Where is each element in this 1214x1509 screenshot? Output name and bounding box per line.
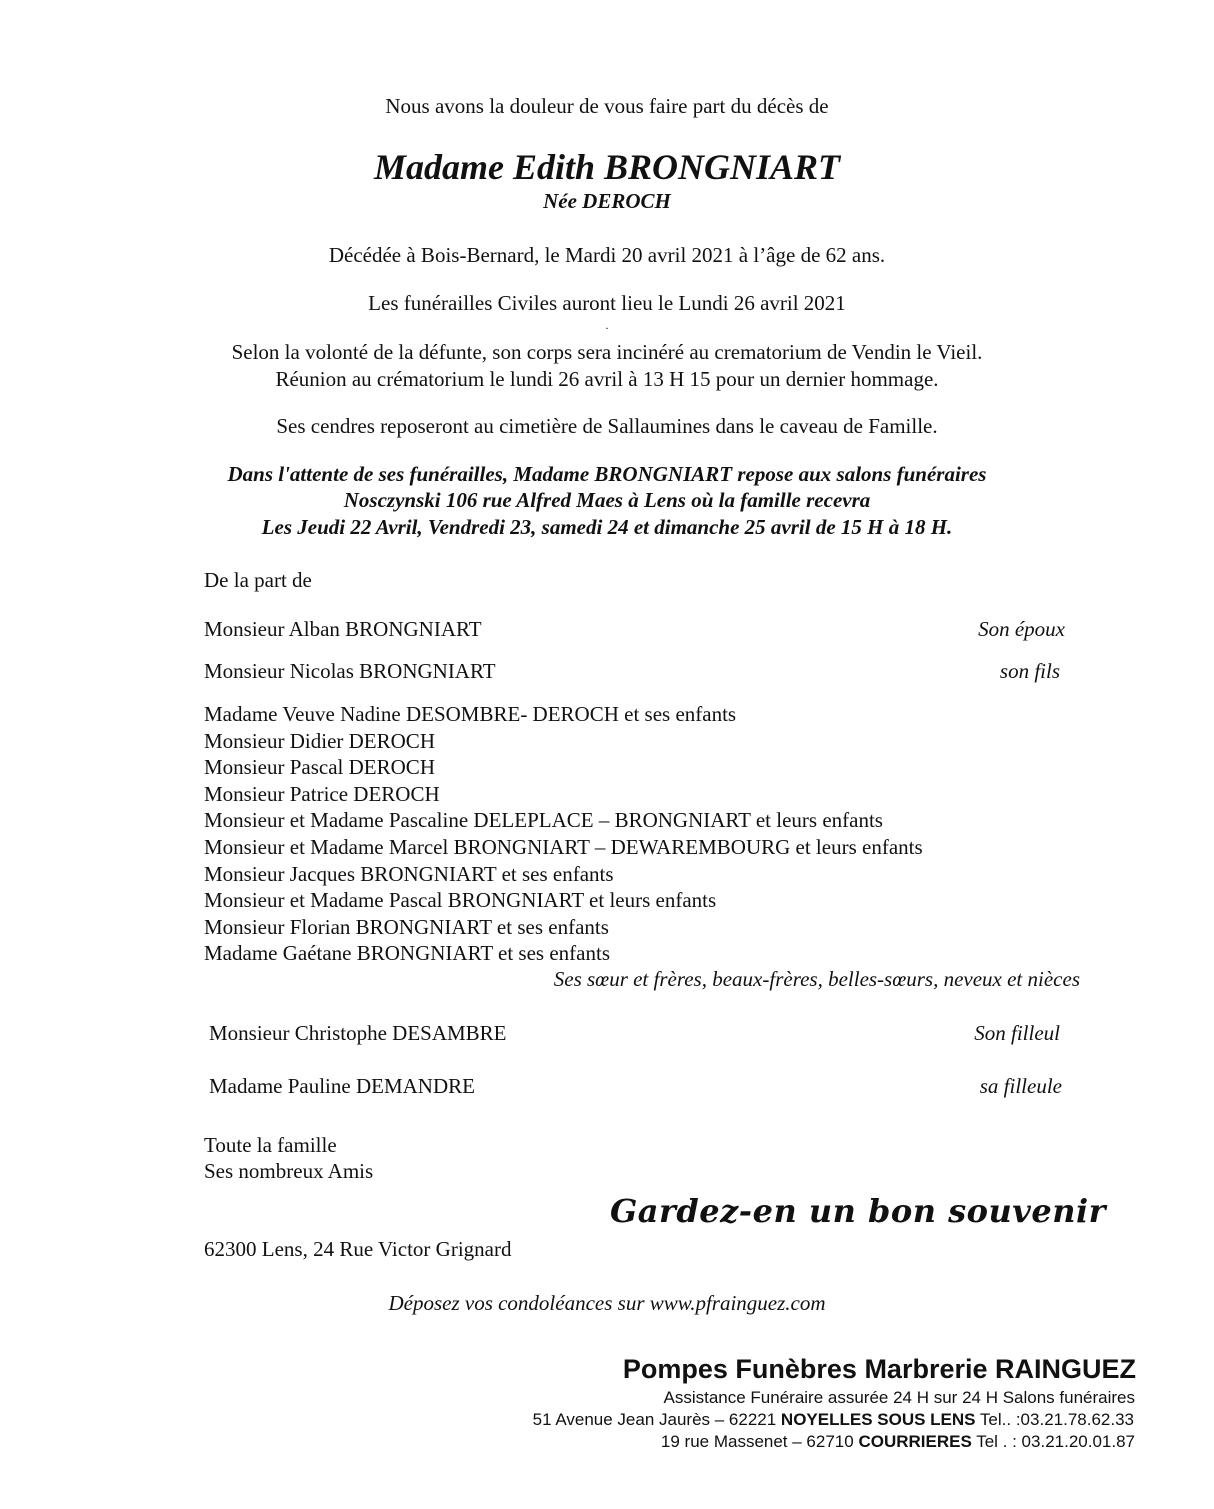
- branch-2-street: 19 rue Massenet – 62710: [660, 1432, 859, 1451]
- branch-2-phone: Tel . : 03.21.20.01.87: [971, 1432, 1135, 1451]
- list-item: Monsieur et Madame Pascaline DELEPLACE – BRONGNIART et leurs enfants: [204, 808, 883, 833]
- visitation-line-3: Les Jeudi 22 Avril, Vendredi 23, samedi 24 et dimanche 25 avril de 15 H à 18 H.: [261, 515, 953, 539]
- death-line: Décédée à Bois-Bernard, le Mardi 20 avril 2021 à l’âge de 62 ans.: [328, 243, 886, 267]
- list-item: Monsieur Didier DEROCH: [204, 728, 435, 753]
- son-relation: son fils: [999, 659, 1060, 683]
- goddaughter-relation: sa filleule: [979, 1074, 1062, 1098]
- list-item: Monsieur Florian BRONGNIART et ses enfants: [204, 914, 609, 939]
- list-item: Madame Gaétane BRONGNIART et ses enfants: [204, 941, 610, 966]
- list-item: Monsieur et Madame Marcel BRONGNIART – DEWAREMBOURG et leurs enfants: [204, 834, 923, 859]
- godson-relation: Son filleul: [974, 1021, 1060, 1045]
- assistance-line: Assistance Funéraire assurée 24 H sur 24 H Salons funéraires: [663, 1388, 1135, 1407]
- born-name: Née DEROCH: [543, 189, 671, 213]
- branch-2-city: COURRIERES: [858, 1432, 972, 1451]
- intro-text: Nous avons la douleur de vous faire part du décès de: [385, 94, 829, 118]
- siblings-relation: Ses sœur et frères, beaux-frères, belles-sœurs, neveux et nièces: [553, 967, 1080, 991]
- branch-1-city: NOYELLES SOUS LENS: [780, 1410, 976, 1429]
- spouse-name: Monsieur Alban BRONGNIART: [204, 617, 482, 641]
- condolences-line: Déposez vos condoléances sur www.pfrainguez.com: [388, 1291, 826, 1315]
- deceased-name: Madame Edith BRONGNIART: [373, 147, 841, 187]
- list-item: Monsieur Patrice DEROCH: [204, 781, 440, 806]
- from-label: De la part de: [204, 568, 312, 592]
- branch-address-2: [661, 1432, 1135, 1452]
- family-line: Toute la famille: [204, 1133, 337, 1157]
- friends-line: Ses nombreux Amis: [204, 1159, 374, 1183]
- branch-address-1: [533, 1410, 1134, 1430]
- funeral-line: Les funérailles Civiles auront lieu le Lundi 26 avril 2021: [368, 291, 846, 315]
- list-item: Madame Veuve Nadine DESOMBRE- DEROCH et ses enfants: [204, 702, 737, 726]
- cremation-line-2: Réunion au crématorium le lundi 26 avril à 13 H 15 pour un dernier hommage.: [275, 367, 939, 391]
- visitation-line-2: Nosczynski 106 rue Alfred Maes à Lens où la famille recevra: [343, 488, 871, 512]
- ashes-line: Ses cendres reposeront au cimetière de Sallaumines dans le caveau de Famille.: [276, 414, 938, 438]
- branch-1-street: 51 Avenue Jean Jaurès – 62221: [532, 1410, 781, 1429]
- visitation-line-1: Dans l'attente de ses funérailles, Madame BRONGNIART repose aux salons funéraires: [227, 462, 987, 486]
- spouse-relation: Son époux: [978, 617, 1065, 641]
- list-item: Monsieur Jacques BRONGNIART et ses enfants: [204, 861, 614, 886]
- list-item: Monsieur Pascal DEROCH: [204, 755, 435, 780]
- separator-dot: .: [605, 318, 609, 332]
- branch-1-phone: Tel.. :03.21.78.62.33: [975, 1410, 1134, 1429]
- keepsake-text: Gardez-en un bon souvenir: [609, 1192, 1106, 1230]
- cremation-line-1: Selon la volonté de la défunte, son corps sera incinéré au crematorium de Vendin le Vieil.: [231, 340, 983, 364]
- siblings-list: [204, 701, 923, 967]
- goddaughter-name: Madame Pauline DEMANDRE: [209, 1074, 475, 1098]
- godson-name: Monsieur Christophe DESAMBRE: [209, 1021, 507, 1045]
- address-line: 62300 Lens, 24 Rue Victor Grignard: [204, 1237, 512, 1261]
- company-name: Pompes Funèbres Marbrerie RAINGUEZ: [622, 1354, 1136, 1384]
- list-item: Monsieur et Madame Pascal BRONGNIART et leurs enfants: [204, 888, 717, 913]
- son-name: Monsieur Nicolas BRONGNIART: [204, 659, 496, 683]
